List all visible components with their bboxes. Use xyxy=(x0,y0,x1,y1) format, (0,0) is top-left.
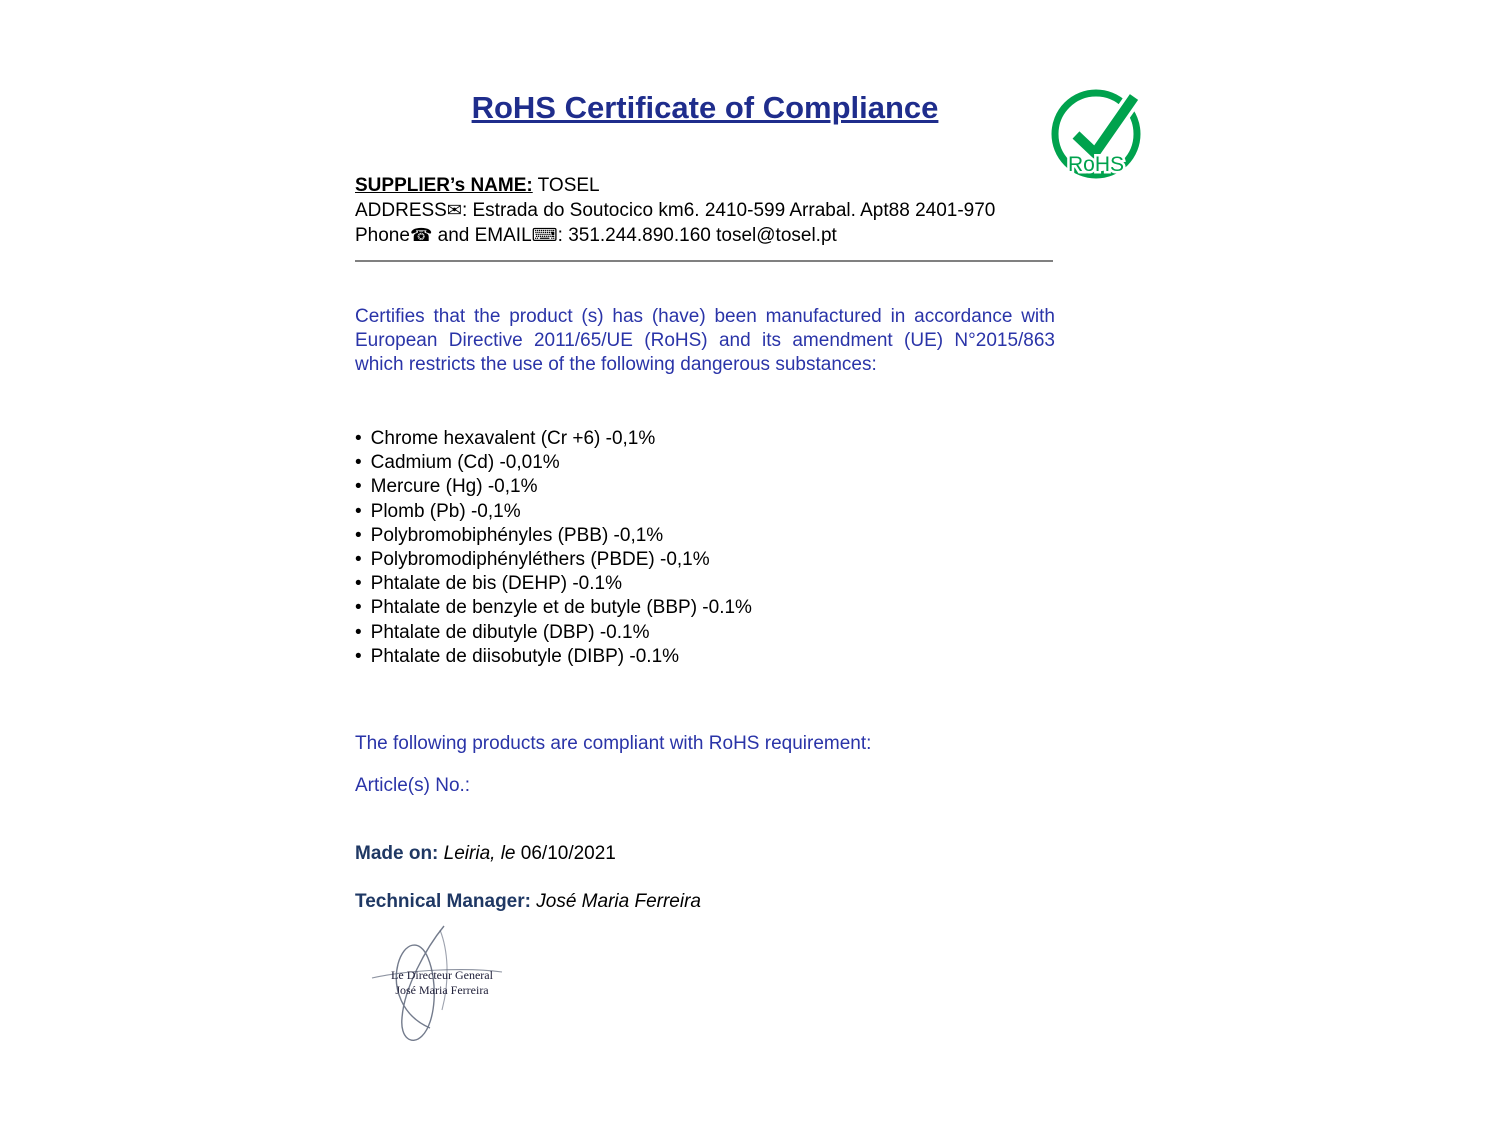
signature-line2: José Maria Ferreira xyxy=(395,983,489,997)
email-label: and EMAIL xyxy=(432,225,532,246)
signature-block xyxy=(352,920,532,1060)
page-title xyxy=(355,90,1055,126)
substance-item: • Cadmium (Cd) -0,01% xyxy=(355,451,1055,475)
horizontal-divider xyxy=(355,260,1053,262)
phone-label: Phone xyxy=(355,225,410,246)
made-on-date: 06/10/2021 xyxy=(515,843,616,864)
substance-item: • Phtalate de diisobutyle (DIBP) -0.1% xyxy=(355,645,1055,669)
made-on-label: Made on: xyxy=(355,843,439,864)
rohs-logo xyxy=(1050,84,1148,182)
computer-icon: ⌨ xyxy=(531,225,558,245)
substance-item: • Mercure (Hg) -0,1% xyxy=(355,475,1055,499)
substance-item: • Phtalate de dibutyle (DBP) -0.1% xyxy=(355,621,1055,645)
envelope-icon: ✉ xyxy=(446,200,462,220)
logo-label: RoHS xyxy=(1067,153,1125,176)
substance-item: • Polybromodiphényléthers (PBDE) -0,1% xyxy=(355,548,1055,572)
article-number-line: Article(s) No.: xyxy=(355,775,471,796)
supplier-name-line xyxy=(355,174,1055,198)
technical-manager-label: Technical Manager: xyxy=(355,891,531,912)
substance-item: • Polybromobiphényles (PBB) -0,1% xyxy=(355,524,1055,548)
supplier-address-line xyxy=(355,198,1055,223)
compliance-line: The following products are compliant with RoHS requirement: xyxy=(355,733,872,754)
substance-item: • Phtalate de bis (DEHP) -0.1% xyxy=(355,572,1055,596)
contact-value: : 351.244.890.160 tosel@tosel.pt xyxy=(557,225,837,246)
technical-manager-name: José Maria Ferreira xyxy=(530,891,701,912)
made-on-line xyxy=(355,843,1055,865)
rohs-logo-graphic xyxy=(1050,84,1148,182)
page-title-text: RoHS Certificate of Compliance xyxy=(471,90,939,125)
signature-text xyxy=(372,968,512,998)
phone-icon: ☎ xyxy=(409,225,433,245)
made-on-place: Leiria, le xyxy=(438,843,516,864)
supplier-block xyxy=(355,174,1055,248)
certification-statement: Certifies that the product (s) has (have) been manufactured in accordance with European Directive 2011/65/UE (RoHS) and its amendment (UE) N°2015/863 which restricts the use of the following dangerous substances: xyxy=(355,306,1055,375)
technical-manager-line xyxy=(355,891,1055,913)
signature-line1: Le Directeur General xyxy=(391,968,493,982)
supplier-name-value: TOSEL xyxy=(532,175,600,196)
substance-item: • Plomb (Pb) -0,1% xyxy=(355,500,1055,524)
substance-list xyxy=(355,427,1055,669)
supplier-name-label: SUPPLIER’s NAME: xyxy=(355,175,533,196)
substance-item: • Chrome hexavalent (Cr +6) -0,1% xyxy=(355,427,1055,451)
address-value: : Estrada do Soutocico km6. 2410-599 Arrabal. Apt88 2401-970 xyxy=(461,200,996,221)
address-label: ADDRESS xyxy=(355,200,447,221)
supplier-contact-line xyxy=(355,223,1055,248)
substance-item: • Phtalate de benzyle et de butyle (BBP) -0.1% xyxy=(355,596,1055,620)
